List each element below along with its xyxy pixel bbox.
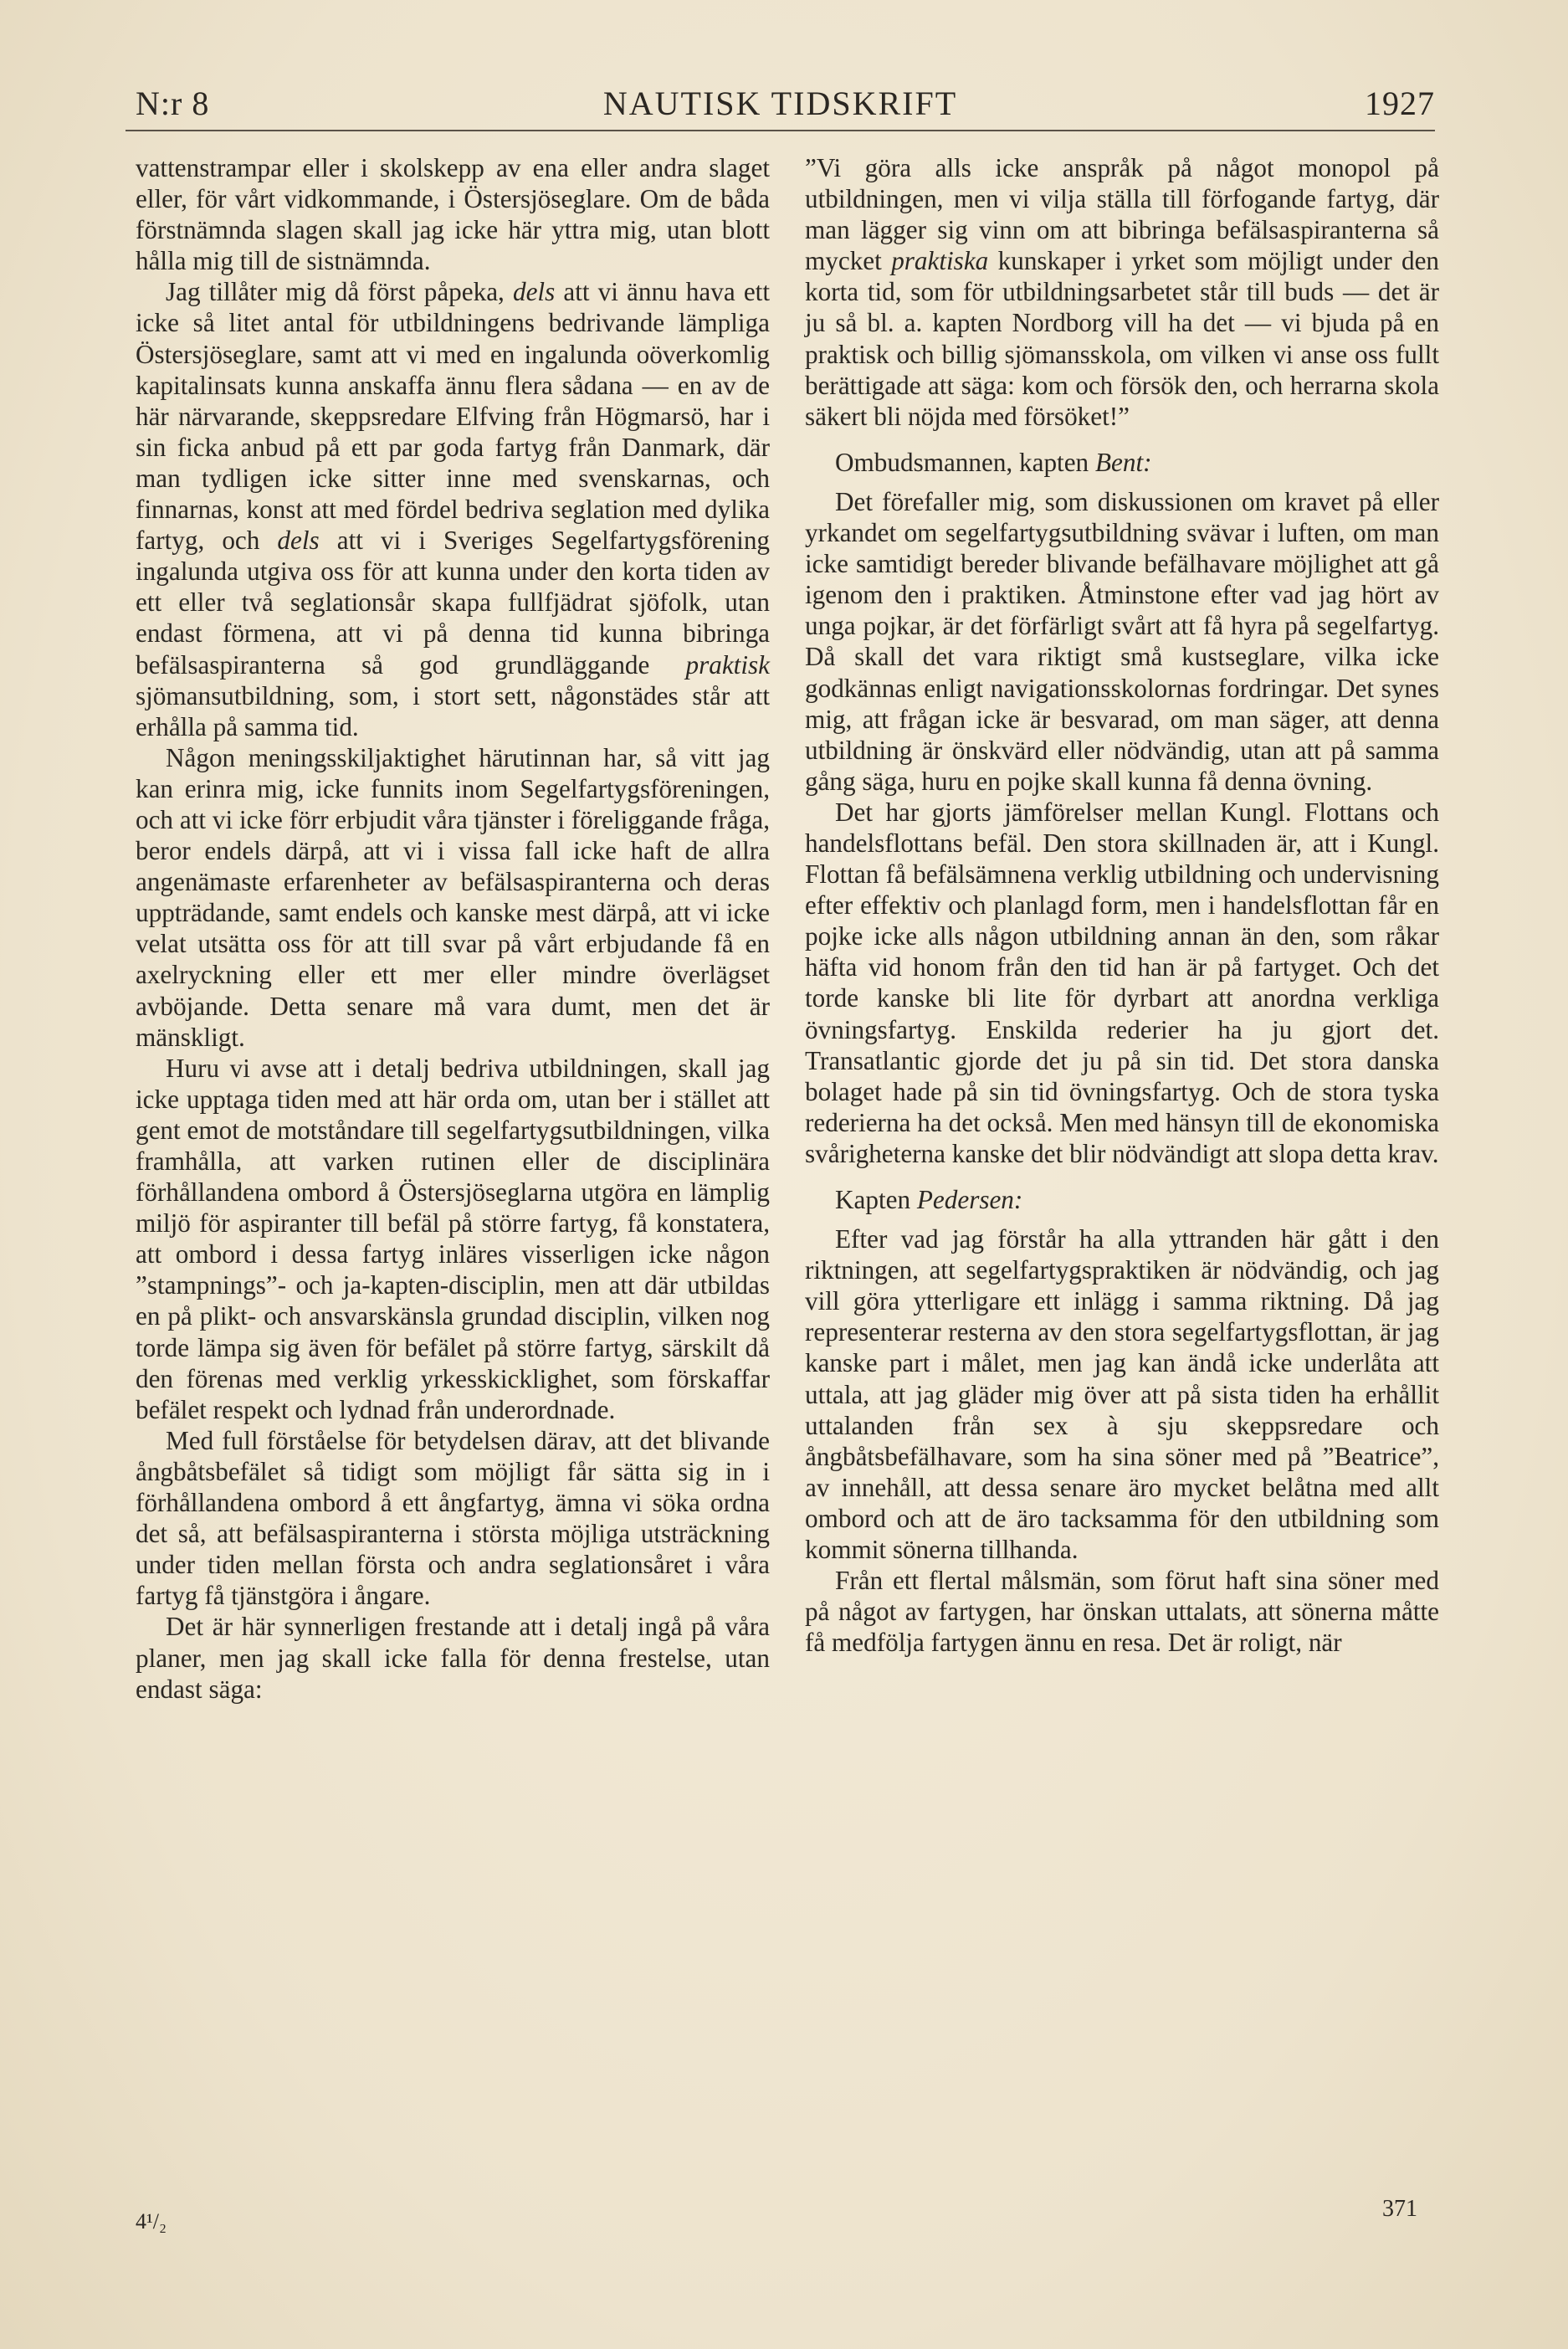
paragraph: Huru vi avse att i detalj bedriva utbildningen, skall jag icke upptaga tiden med att här orda om, utan ber i stället att gent emot de motståndare till segelfartygsutbildningen, vilka framhålla, att varken rutinen eller de disciplinära förhållandena ombord å Östersjöseglarna utgöra en lämplig miljö för aspiranter till befäl på större fartyg, få konstatera, att ombord i dessa fartyg inläres visserligen icke någon ”stampnings”- och ja-kapten-disciplin, men att där utbildas en på plikt- och ansvarskänsla grundad disciplin, vilken nog torde lämpa sig även för befälet på större fartyg, särskilt då den förenas med verklig yrkesskicklighet, som förskaffar befälet respekt och lydnad från underordnade. bbox=[136, 1053, 770, 1424]
issue-number: N:r 8 bbox=[136, 85, 210, 122]
quoted-paragraph: ”Vi göra alls icke anspråk på något monopol på utbildningen, men vi vilja ställa till förfogande fartyg, där man lägger sig vinn om att bibringa befälsaspiranterna så mycket praktiska kunskaper i yrket som möjligt under den korta tid, som för utbildningsarbetet står till buds — det är ju så bl. a. kapten Nordborg vill ha det — vi bjuda på en praktisk och billig sjömansskola, om vilken vi anse oss fullt berättigade att säga: kom och försök den, och herrarna skola säkert bli nöjda med försöket!” bbox=[805, 153, 1440, 431]
page-number: 371 bbox=[1382, 2196, 1417, 2222]
left-column bbox=[136, 152, 770, 1705]
paragraph: vattenstrampar eller i skolskepp av ena eller andra slaget eller, för vårt vidkommande, i Östersjöseglare. Om de båda förstnämnda slagen skall jag icke här yttra mig, utan blott hålla mig till de sistnämnda. bbox=[136, 153, 770, 276]
header-rule bbox=[126, 130, 1435, 131]
year: 1927 bbox=[1365, 85, 1435, 122]
paragraph: Någon meningsskiljaktighet härutinnan har, så vitt jag kan erinra mig, icke funnits inom Segelfartygsföreningen, och att vi icke förr erbjudit våra tjänster i föreliggande fråga, beror endels därpå, att vi i vissa fall icke haft de allra angenämaste erfarenheter av befälsaspiranterna och deras uppträdande, samt endels och kanske mest därpå, att vi icke velat utsätta oss för att till svar på vårt erbjudande få en axelryckning eller ett mer eller mindre överlägset avböjande. Detta senare må vara dumt, men det är mänskligt. bbox=[136, 742, 770, 1052]
speaker-heading: Kapten Pedersen: bbox=[835, 1185, 1023, 1214]
journal-title: NAUTISK TIDSKRIFT bbox=[602, 85, 958, 122]
paragraph: Med full förståelse för betydelsen därav, att det blivande ångbåtsbefälet så tidigt som möjligt får sätta sig in i förhållandena ombord å ett ångfartyg, ämna vi söka ordna det så, att befälsaspiranterna i största möjliga utsträckning under tiden mellan första och andra seglationsåret i våra fartyg få tjänstgöra i ångare. bbox=[136, 1425, 770, 1611]
running-header bbox=[126, 84, 1435, 134]
paragraph: Det är här synnerligen frestande att i detalj ingå på våra planer, men jag skall icke falla för denna frestelse, utan endast säga: bbox=[136, 1612, 770, 1704]
printer-signature: 4¹/₂ bbox=[136, 2209, 167, 2234]
paragraph: Det förefaller mig, som diskussionen om kravet på eller yrkandet om segelfartygsutbildning svävar i luften, om man icke samtidigt bereder blivande befälhavare möjlighet att gå igenom den i praktiken. Åtminstone efter vad jag hört av unga pojkar, är det förfärligt svårt att få hyra på segelfartyg. Då skall det vara riktigt små kustseglare, vilka icke godkännas enligt navigationsskolornas fordringar. Det synes mig, att frågan icke är besvarad, om man säger, att denna utbildning är önskvärd eller nödvändig, utan att på samma gång säga, huru en pojke skall kunna få denna övning. bbox=[805, 486, 1439, 796]
right-column bbox=[805, 152, 1439, 1658]
speaker-heading: Ombudsmannen, kapten Bent: bbox=[835, 447, 1152, 477]
paragraph: Från ett flertal målsmän, som förut haft sina söner med på något av fartygen, har önskan uttalats, att sönerna måtte få medfölja fartygen ännu en resa. Det är roligt, när bbox=[805, 1566, 1439, 1658]
paragraph: Det har gjorts jämförelser mellan Kungl. Flottans och handelsflottans befäl. Den stora skillnaden är, att i Kungl. Flottan få befälsämnena verklig utbildning och undervisning efter effektiv och planlagd form, men i handelsflottan får en pojke icke alls någon utbildning annan än den, som råkar häfta vid honom från den tid han är på fartyget. Och det torde kanske bli lite för dyrbart att anordna verkliga övningsfartyg. Enskilda rederier ha ju gjort det. Transatlantic gjorde det ju på sin tid. Det stora danska bolaget hade på sin tid övningsfartyg. Och de stora tyska rederierna ha det också. Men med hänsyn till de ekonomiska svårigheterna kanske det blir nödvändigt att slopa detta krav. bbox=[805, 797, 1439, 1168]
paragraph: Efter vad jag förstår ha alla yttranden här gått i den riktningen, att segelfartygspraktiken är nödvändig, och jag vill göra ytterligare ett inlägg i samma riktning. Då jag representerar resterna av den stora segelfartygsflottan, är jag kanske part i målet, men jag kan ändå icke underlåta att uttala, att jag gläder mig över att på sista tiden ha erhållit uttalanden från sex à sju skeppsredare och ångbåtsbefälhavare, som ha sina söner med på ”Beatrice”, av innehåll, att dessa senare äro mycket belåtna med allt ombord och att de äro tacksamma för den utbildning som kommit sönerna tillhanda. bbox=[805, 1224, 1439, 1565]
paragraph: Jag tillåter mig då först påpeka, dels att vi ännu hava ett icke så litet antal för utbildningens bedrivande lämpliga Östersjöseglare, samt att vi med en ingalunda oöverkomlig kapitalinsats kunna anskaffa ännu flera sådana — en av de här närvarande, skeppsredare Elfving från Högmarsö, har i sin ficka anbud på ett par goda fartyg från Danmark, där man tydligen icke sitter inne med svenskarnas, och finnarnas, konst att med fördel bedriva seglation med dylika fartyg, och dels att vi i Sveriges Segelfartygsförening ingalunda utgiva oss för att kunna under den korta tiden av ett eller två seglationsår skapa fullfjädrat sjöfolk, utan endast förmena, att vi på denna tid kunna bibringa befälsaspiranterna så god grundläggande praktisk sjömansutbildning, som, i stort sett, någonstädes står att erhålla på samma tid. bbox=[136, 277, 771, 741]
